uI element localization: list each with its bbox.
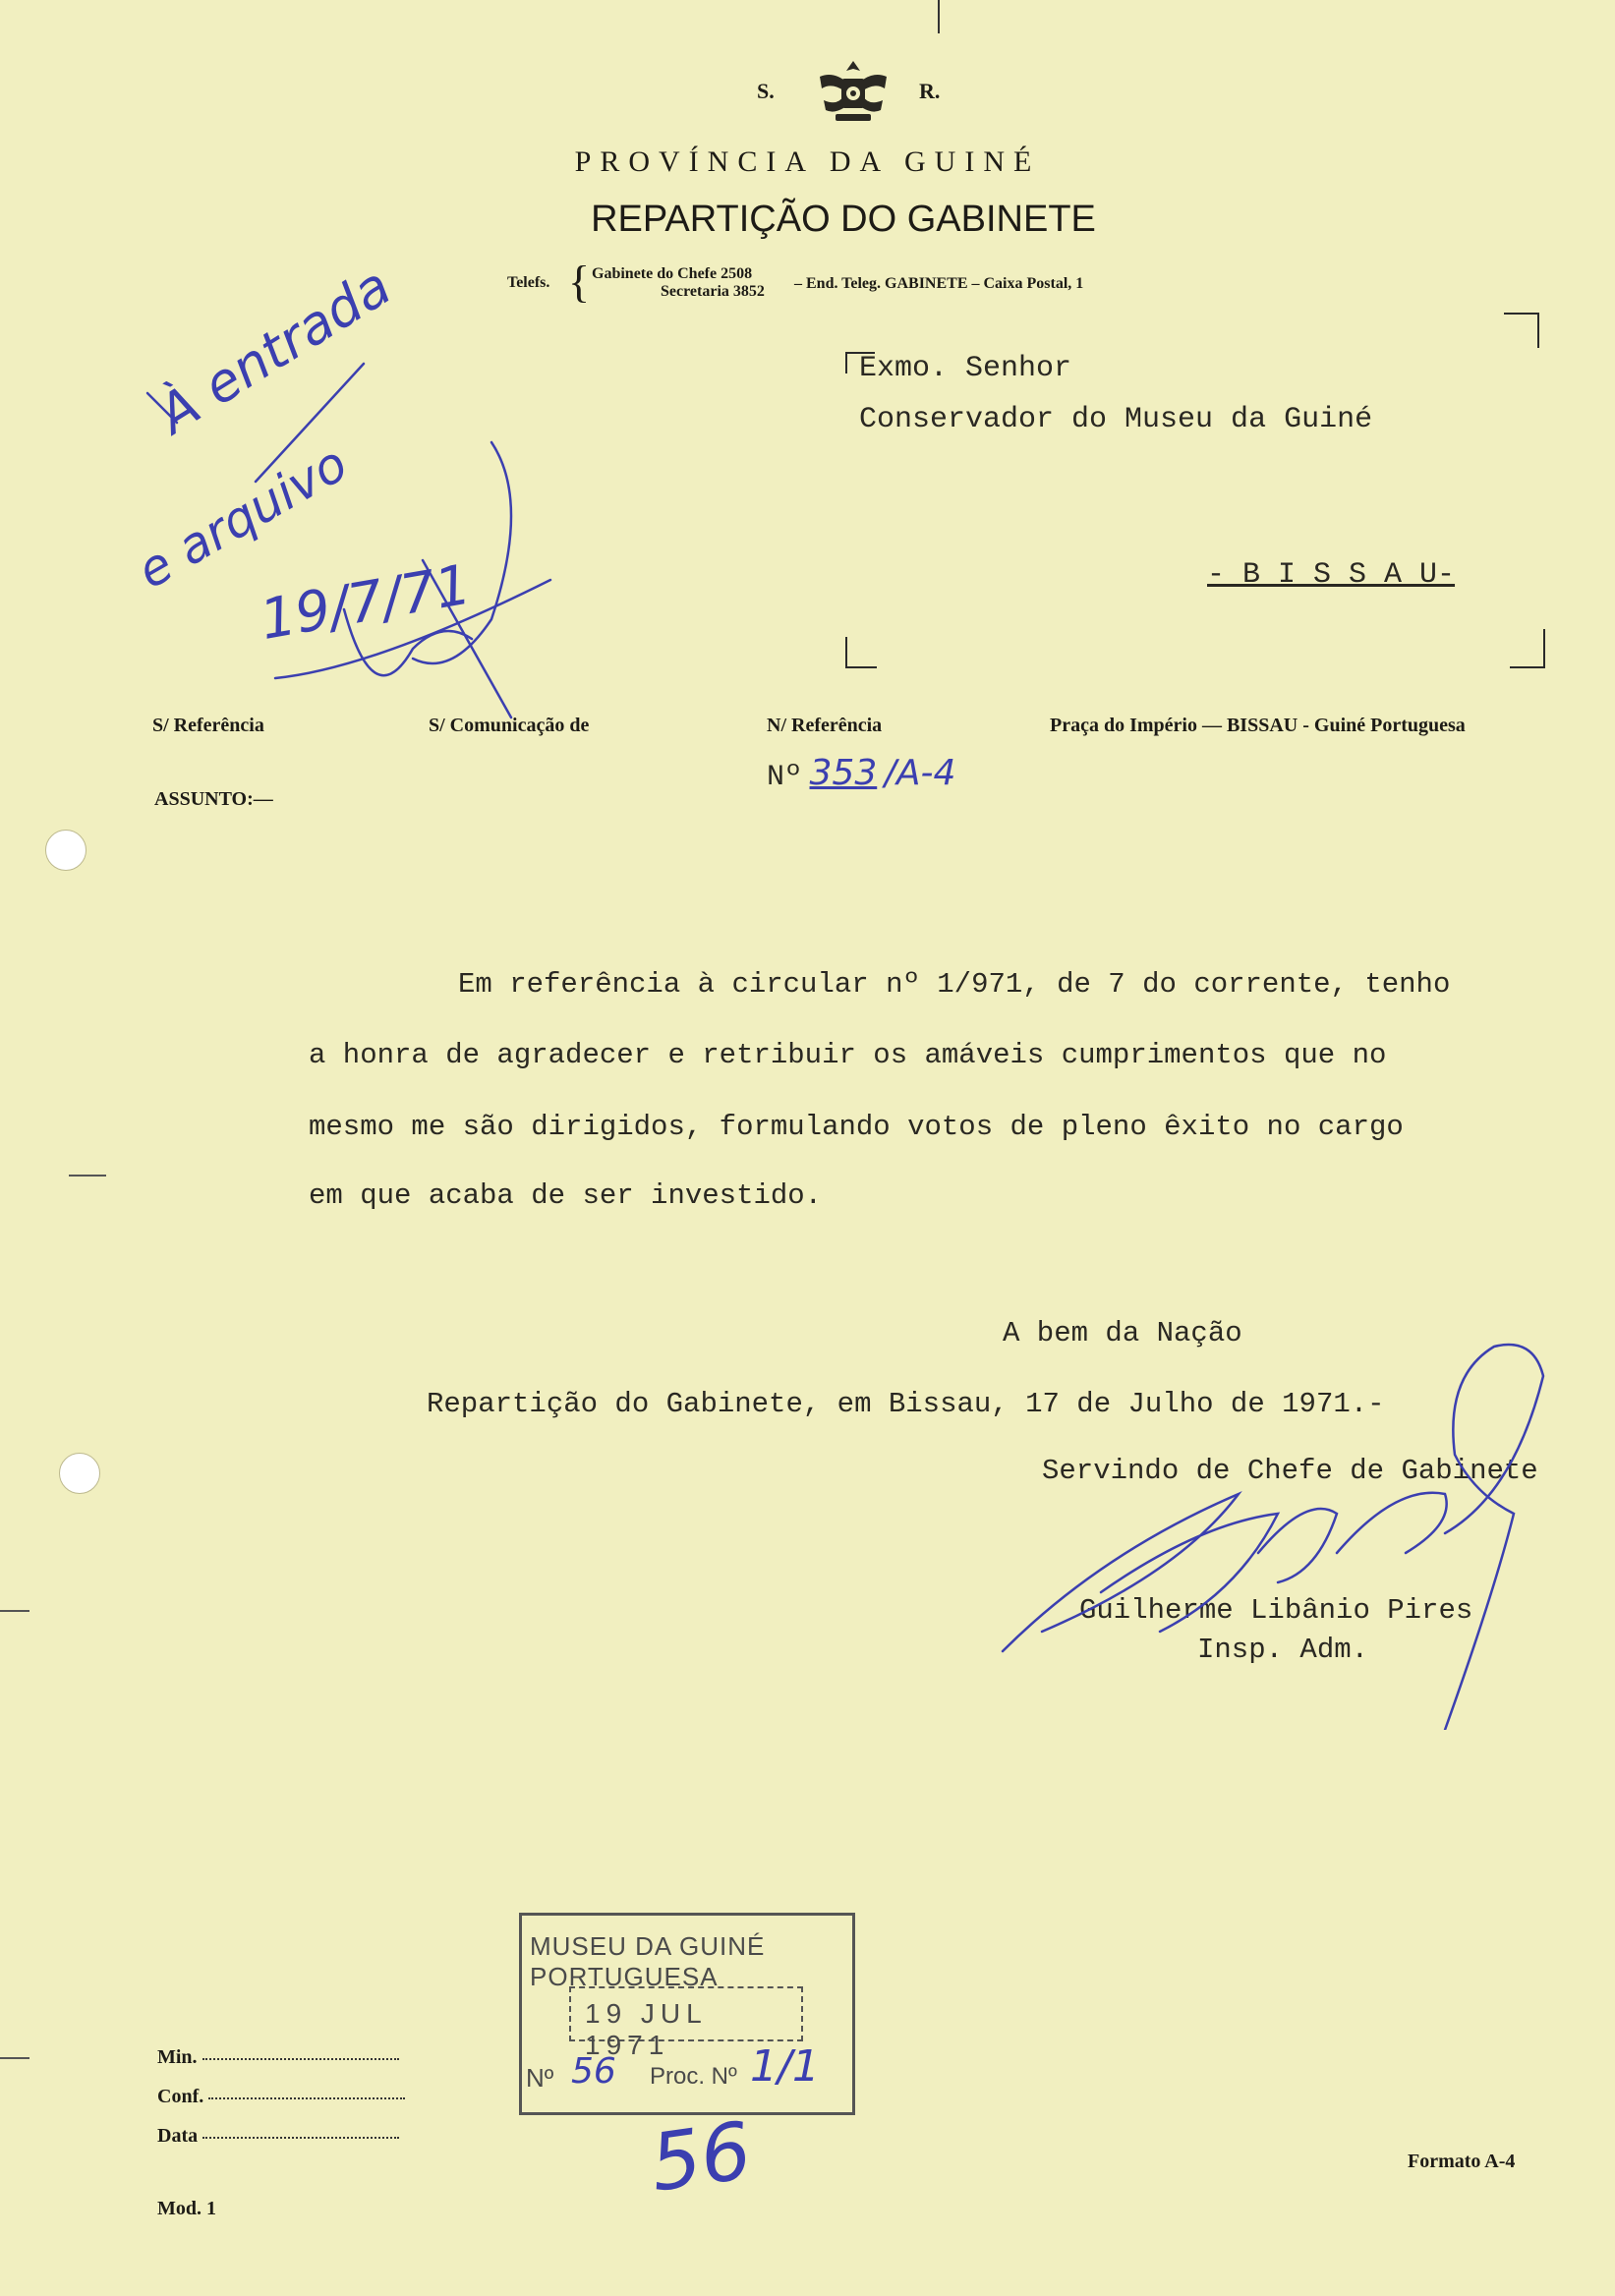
closing-place-date: Repartição do Gabinete, em Bissau, 17 de Julho de 1971.-	[427, 1388, 1385, 1420]
coat-of-arms-icon	[814, 57, 893, 132]
top-fold-mark	[938, 0, 940, 33]
phone-secretary: Secretaria 3852	[661, 283, 765, 300]
stamp-proc-value: 1/1	[750, 2041, 820, 2092]
left-fold-mark	[69, 1175, 106, 1177]
window-corner-bl	[845, 637, 877, 668]
handwritten-bottom-number: 56	[645, 2104, 757, 2210]
left-edge-mark-2	[0, 2057, 29, 2059]
closing-role: Servindo de Chefe de Gabinete	[1042, 1455, 1538, 1487]
province-title: PROVÍNCIA DA GUINÉ	[574, 145, 1041, 178]
footer-min-line	[202, 2057, 399, 2060]
telefs-label: Telefs.	[507, 274, 550, 291]
stamp-date-box	[569, 1986, 803, 2060]
body-line-3: mesmo me são dirigidos, formulando votos de pleno êxito no cargo	[309, 1111, 1404, 1143]
punch-hole-top	[45, 830, 87, 871]
phone-brace: {	[568, 257, 591, 307]
body-line-2: a honra de agradecer e retribuir os amáveis cumprimentos que no	[309, 1039, 1387, 1071]
window-corner-br	[1510, 629, 1545, 668]
punch-hole-bottom	[59, 1453, 100, 1494]
signatory-name: Guilherme Libânio Pires	[1079, 1594, 1473, 1627]
n-referencia-value	[767, 753, 955, 794]
footer-conf	[157, 2086, 405, 2108]
n-ref-prefix: Nº	[767, 761, 803, 794]
label-s-referencia: S/ Referência	[152, 715, 264, 736]
stamp-no-label: Nº	[526, 2063, 554, 2093]
phone-chief: Gabinete do Chefe 2508	[592, 265, 753, 282]
closing-salutation: A bem da Nação	[1003, 1317, 1242, 1349]
department-title: REPARTIÇÃO DO GABINETE	[591, 199, 1096, 240]
stamp-number: 56	[571, 2051, 616, 2092]
header-letter-r: R.	[919, 79, 941, 103]
footer-data-line	[202, 2136, 399, 2139]
stamp-title: MUSEU DA GUINÉ PORTUGUESA	[530, 1931, 766, 1991]
handwritten-note-line1: À entrada	[147, 255, 402, 446]
footer-min	[157, 2046, 399, 2069]
contact-info: – End. Teleg. GABINETE – Caixa Postal, 1	[794, 275, 1084, 292]
footer-data-label: Data	[157, 2125, 199, 2147]
footer-min-label: Min.	[157, 2046, 198, 2068]
footer-data	[157, 2125, 399, 2148]
phone-block	[592, 265, 765, 301]
signature-strokes	[983, 1337, 1573, 1730]
addressee-salutation: Exmo. Senhor	[859, 352, 1072, 385]
window-corner-tr	[1504, 313, 1539, 348]
body-line-1: Em referência à circular nº 1/971, de 7 do corrente, tenho	[458, 968, 1451, 1001]
signatory-title: Insp. Adm.	[1197, 1634, 1369, 1666]
footer-mod: Mod. 1	[157, 2198, 216, 2219]
left-edge-mark-1	[0, 1610, 29, 1612]
header-letter-s: S.	[757, 79, 775, 103]
label-assunto: ASSUNTO:—	[154, 788, 273, 810]
label-s-comunicacao: S/ Comunicação de	[429, 715, 590, 736]
n-ref-number: 353	[809, 753, 878, 793]
n-ref-suffix: /A-4	[884, 753, 956, 793]
office-address: Praça do Império — BISSAU - Guiné Portuguesa	[1050, 715, 1466, 736]
footer-conf-label: Conf.	[157, 2086, 204, 2107]
footer-formato: Formato A-4	[1408, 2151, 1516, 2172]
footer-conf-line	[208, 2096, 405, 2099]
addressee-city: - B I S S A U-	[1207, 558, 1456, 592]
handwritten-note-date: 19/7/71	[256, 552, 476, 654]
museum-stamp	[519, 1913, 855, 2115]
stamp-proc-label: Proc. Nº	[650, 2063, 737, 2090]
label-n-referencia: N/ Referência	[767, 715, 883, 736]
stamp-date: 19 JUL 1971	[585, 1998, 707, 2060]
addressee-title: Conservador do Museu da Guiné	[859, 403, 1373, 436]
handwritten-note-line2: e arquivo	[128, 434, 357, 601]
body-line-4: em que acaba de ser investido.	[309, 1179, 823, 1212]
